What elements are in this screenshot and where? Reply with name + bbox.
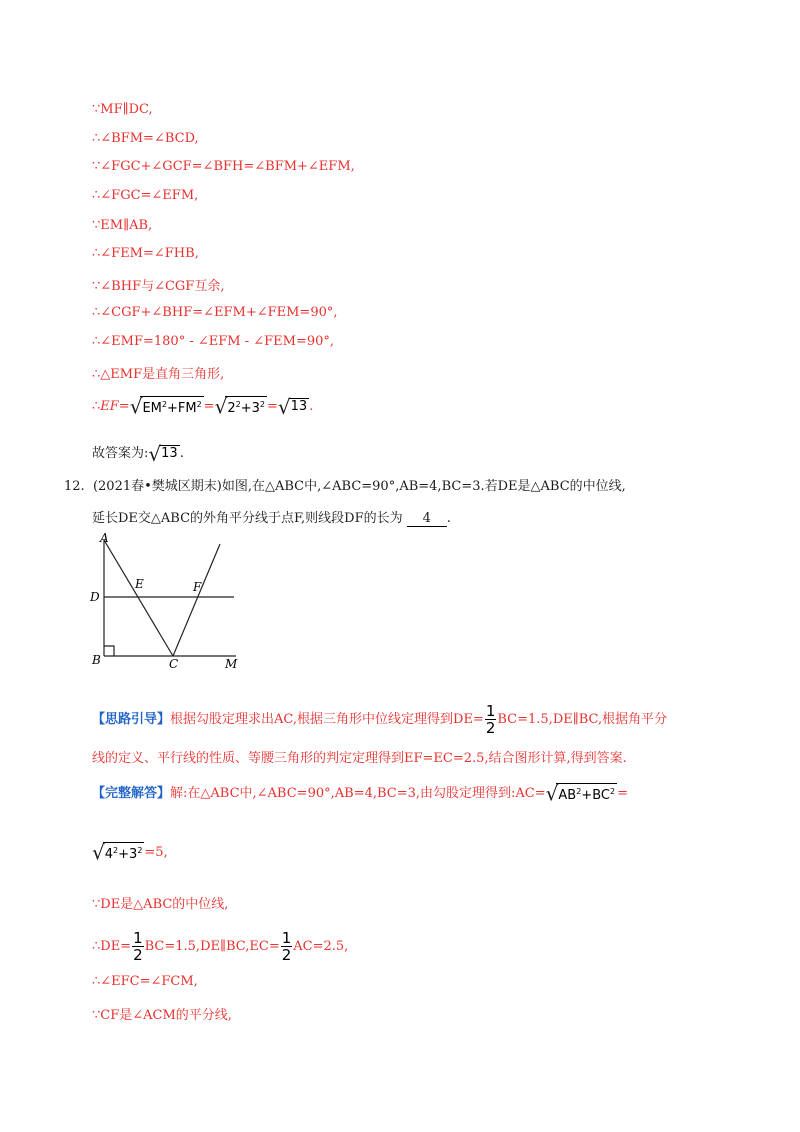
- answer-blank: 4: [407, 511, 447, 527]
- fraction-half-2: [281, 930, 293, 963]
- label-c: C: [169, 657, 179, 670]
- period: .: [446, 511, 451, 526]
- proof-line: [92, 246, 199, 261]
- question-number: 12.: [64, 479, 85, 494]
- solution-line4: [92, 930, 348, 963]
- sqrt-em-fm: $√EM^2+FM^2$: [129, 394, 202, 419]
- label-f: F: [193, 580, 202, 594]
- solution-line2: [92, 842, 168, 863]
- solution-text-3: ∵DE是△ABC的中位线,: [92, 897, 229, 912]
- equals: =: [266, 399, 278, 414]
- fraction-half-1: [132, 930, 144, 963]
- radicand-4: 4: [104, 847, 114, 862]
- solution-line3: [92, 893, 228, 912]
- solution-line5: [92, 974, 198, 989]
- proof-line: [92, 334, 334, 349]
- proof-line: [92, 188, 198, 203]
- solution-text-4a: ∴DE=: [92, 939, 132, 954]
- right-angle-mark: [104, 646, 114, 656]
- fraction-numerator: 1: [485, 702, 496, 720]
- proof-text: ∠BFM=∠BCD,: [100, 131, 199, 146]
- logic-symbol: ∴: [92, 305, 101, 320]
- hint-line1: [92, 703, 667, 736]
- sqrt-4-3: $√4^2+3^2$: [92, 840, 143, 865]
- question-12-line1: [64, 475, 626, 494]
- hint-text-1b: BC=1.5,DE∥BC,根据角平分: [497, 712, 668, 727]
- bisector-cf: [173, 544, 220, 656]
- proof-text: EM∥AB,: [100, 218, 153, 233]
- proof-line: [92, 305, 338, 320]
- proof-text: ∠BHF与∠CGF互余,: [100, 279, 225, 294]
- solution-line6: [92, 1004, 232, 1023]
- logic-symbol: ∴: [92, 188, 101, 203]
- radicand-ab: AB: [558, 788, 577, 803]
- solution-tag: 【完整解答】: [92, 786, 171, 801]
- therefore-symbol: ∴: [92, 399, 101, 414]
- proof-line: [92, 218, 152, 233]
- proof-text: ∠FGC+∠GCF=∠BFH=∠BFM+∠EFM,: [100, 159, 355, 174]
- sqrt-2-3: $√2^2+3^2$: [214, 394, 265, 419]
- proof-text: △EMF是直角三角形,: [100, 367, 225, 382]
- sqrt-ab-bc: $√AB^2+BC^2$: [545, 781, 616, 806]
- sqrt-13-answer: √13: [148, 441, 178, 466]
- label-m: M: [225, 657, 238, 670]
- ef-result-line: [92, 396, 313, 417]
- radicand-13: 13: [290, 399, 308, 414]
- segment-ac: [104, 540, 173, 656]
- proof-text: MF∥DC,: [100, 102, 153, 117]
- proof-line: [92, 275, 224, 294]
- hint-text-2: 线的定义、平行线的性质、等腰三角形的判定定理得到EF=EC=2.5,结合图形计算,得到答案.: [92, 751, 627, 766]
- label-e: E: [135, 577, 144, 591]
- logic-symbol: ∴: [92, 246, 101, 261]
- question-text-2: 延长DE交△ABC的外角平分线于点F,则线段DF的长为: [92, 511, 403, 526]
- logic-symbol: ∴: [92, 367, 101, 382]
- proof-line: [92, 102, 153, 117]
- solution-result: =5,: [144, 845, 168, 860]
- label-d: D: [90, 590, 100, 604]
- hint-line2: [92, 747, 627, 766]
- radicand-em: EM: [142, 401, 162, 416]
- proof-line: [92, 159, 355, 174]
- geometry-figure: [88, 530, 248, 670]
- answer-value: 13: [161, 446, 178, 461]
- logic-symbol: ∴: [92, 334, 101, 349]
- radicand-bc: BC: [592, 788, 610, 803]
- equals: =: [203, 399, 215, 414]
- solution-text-6: ∵CF是∠ACM的平分线,: [92, 1008, 232, 1023]
- answer-label: 故答案为:: [92, 446, 149, 461]
- answer-line: [92, 442, 184, 464]
- radicand-fm: FM: [177, 401, 197, 416]
- radicand-3: 3: [251, 401, 260, 416]
- radicand-3: 3: [129, 847, 138, 862]
- sqrt-13: √13: [277, 394, 308, 419]
- proof-line: [92, 131, 199, 146]
- proof-text: ∠FGC=∠EFM,: [100, 188, 199, 203]
- logic-symbol: ∵: [92, 159, 101, 174]
- logic-symbol: ∵: [92, 279, 101, 294]
- solution-text-4c: AC=2.5,: [293, 939, 349, 954]
- proof-text: ∠CGF+∠BHF=∠EFM+∠FEM=90°,: [100, 305, 338, 320]
- fraction-numerator: 1: [133, 929, 143, 947]
- fraction-numerator: 1: [281, 929, 292, 947]
- fraction-denominator: 2: [133, 946, 143, 964]
- period: .: [179, 446, 184, 461]
- period: .: [309, 399, 314, 414]
- logic-symbol: ∵: [92, 218, 101, 233]
- fraction-half: [485, 703, 497, 736]
- solution-text-4b: BC=1.5,DE∥BC,EC=: [144, 939, 280, 954]
- fraction-denominator: 2: [485, 719, 496, 737]
- ef-label: EF=: [100, 399, 130, 414]
- question-12-line2: [92, 507, 451, 527]
- fraction-denominator: 2: [281, 946, 292, 964]
- solution-text-1: 解:在△ABC中,∠ABC=90°,AB=4,BC=3,由勾股定理得到:AC=: [170, 786, 546, 801]
- logic-symbol: ∵: [92, 102, 101, 117]
- solution-line1: [92, 782, 628, 804]
- hint-tag: 【思路引导】: [92, 712, 171, 727]
- solution-text-5: ∴∠EFC=∠FCM,: [92, 974, 198, 989]
- question-text-1: (2021春•樊城区期末)如图,在△ABC中,∠ABC=90°,AB=4,BC=3.若DE是△ABC的中位线,: [92, 479, 626, 494]
- logic-symbol: ∴: [92, 131, 101, 146]
- label-a: A: [100, 531, 109, 545]
- proof-text: ∠EMF=180° - ∠EFM - ∠FEM=90°,: [100, 334, 335, 349]
- hint-text-1a: 根据勾股定理求出AC,根据三角形中位线定理得到DE=: [170, 712, 484, 727]
- proof-text: ∠FEM=∠FHB,: [100, 246, 199, 261]
- label-b: B: [92, 653, 101, 667]
- radicand-2: 2: [227, 401, 236, 416]
- equals: =: [617, 786, 628, 801]
- proof-line: [92, 363, 224, 382]
